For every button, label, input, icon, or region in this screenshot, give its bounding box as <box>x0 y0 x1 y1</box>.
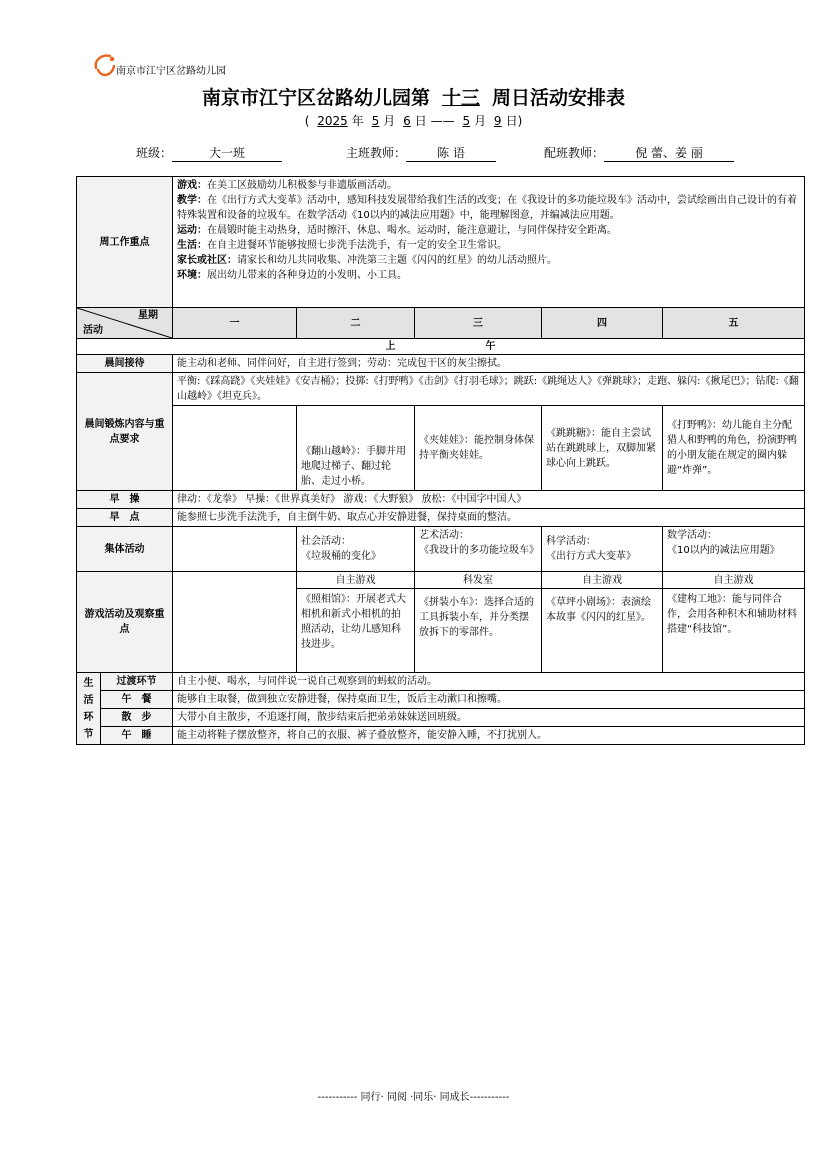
life-row-transition <box>77 673 805 691</box>
focus-item-game <box>177 178 800 193</box>
life-lunch-label: 午 餐 <box>101 691 173 709</box>
title-prefix: 南京市江宁区岔路幼儿园第 <box>201 87 430 109</box>
morning-banner-right: 午 <box>485 341 496 352</box>
morning-exercise-day-2: 《翻山越岭》：手脚并用地爬过梯子、翻过轮胎、走过小桥。 <box>297 406 415 491</box>
game-activity-title: 自主游戏 <box>297 573 414 589</box>
date-end-month: 5 <box>462 114 471 128</box>
game-activity-day-1 <box>173 572 297 673</box>
weekday-2: 二 <box>297 308 415 339</box>
focus-text: 在美工区鼓励幼儿积极参与非遗版画活动。 <box>207 180 397 191</box>
life-lunch-text: 能够自主取餐，做到独立安静进餐，保持桌面卫生，饭后主动漱口和擦嘴。 <box>173 691 805 709</box>
group-activity-day-1 <box>173 527 297 572</box>
class-label: 班级： <box>136 146 173 160</box>
weekday-1: 一 <box>173 308 297 339</box>
life-section-label-text: 生活环节 <box>83 677 94 740</box>
group-activity-text: 《我设计的多功能垃圾车》 <box>419 545 539 556</box>
game-activity-day-3 <box>415 572 542 673</box>
morning-reception-label: 晨间接待 <box>77 355 173 373</box>
life-row-nap <box>77 727 805 745</box>
life-walk-text: 大带小自主散步，不追逐打闹，散步结束后把弟弟妹妹送回班级。 <box>173 709 805 727</box>
focus-key: 家长或社区： <box>177 255 237 266</box>
morning-exercises-text: 律动：《龙拳》 早操：《世界真美好》 游戏：《大野狼》 放松：《中国字中国人》 <box>173 491 805 509</box>
life-row-walk <box>77 709 805 727</box>
footer-slogan: ----------- 同行· 同阅 ·同乐· 同成长----------- <box>317 1092 510 1103</box>
focus-text: 展出幼儿带来的各种身边的小发明、小工具。 <box>207 270 407 281</box>
date-close-paren: 日) <box>505 114 523 128</box>
assistant-teacher-value: 倪 蕾、姜 丽 <box>604 145 734 162</box>
group-activity-title: 社会活动： <box>301 536 351 547</box>
page-title <box>0 86 827 110</box>
group-activity-title: 艺术活动： <box>419 530 469 541</box>
life-walk-label: 散 步 <box>101 709 173 727</box>
weekday-3: 三 <box>415 308 542 339</box>
focus-item-family <box>177 253 800 268</box>
game-activity-text: 《拼装小车》：选择合适的工具拆装小车，并分类摆放拆下的零部件。 <box>419 597 534 638</box>
date-open-paren: ( <box>304 114 310 128</box>
date-start-month: 5 <box>371 114 380 128</box>
life-row-lunch <box>77 691 805 709</box>
weekday-5: 五 <box>663 308 805 339</box>
focus-item-sport <box>177 223 800 238</box>
morning-snack-label: 早 点 <box>77 509 173 527</box>
focus-text: 请家长和幼儿共同收集、冲洗第三主题《闪闪的红星》的幼儿活动照片。 <box>237 255 557 266</box>
date-range <box>0 113 827 129</box>
date-dash: —— <box>430 114 455 128</box>
group-activity-row <box>77 527 805 572</box>
focus-text: 在晨锻时能主动热身，适时擦汗、休息、喝水。运动时，能注意避让，与同伴保持安全距离。 <box>207 225 617 236</box>
group-activity-day-2 <box>297 527 415 572</box>
morning-banner <box>77 339 805 355</box>
focus-key: 运动： <box>177 225 207 236</box>
group-activity-text: 《10以内的减法应用题》 <box>667 545 780 556</box>
group-activity-title: 数学活动： <box>667 530 717 541</box>
game-activity-day-2 <box>297 572 415 673</box>
school-name: 南京市江宁区岔路幼儿园 <box>116 66 226 77</box>
focus-item-teaching <box>177 193 800 223</box>
school-logo-icon <box>92 52 118 80</box>
week-focus-content <box>173 177 805 308</box>
group-activity-text: 《出行方式大变革》 <box>546 551 636 562</box>
date-year-label: 年 <box>351 114 364 128</box>
morning-exercise-day-5: 《打野鸭》：幼儿能自主分配猎人和野鸭的角色，扮演野鸭的小朋友能在规定的圈内躲避“炸弹”。 <box>663 406 805 491</box>
title-suffix: 周日活动安排表 <box>492 87 626 109</box>
lead-teacher-label: 主班教师： <box>346 146 407 160</box>
morning-exercise-day-1 <box>173 406 297 491</box>
game-activity-text: 《草坪小剧场》：表演绘本故事《闪闪的红星》。 <box>546 597 651 623</box>
focus-key: 生活： <box>177 240 207 251</box>
week-number: 十三 <box>441 87 480 109</box>
group-activity-title: 科学活动： <box>546 536 596 547</box>
date-month-label-2: 月 <box>474 114 487 128</box>
game-activity-title: 科发室 <box>415 573 541 589</box>
focus-item-environment <box>177 268 800 283</box>
date-day-label: 日 <box>414 114 427 128</box>
week-focus-label: 周工作重点 <box>77 177 173 308</box>
lead-teacher-info <box>346 145 496 162</box>
corner-activity-label: 活动 <box>83 325 103 336</box>
group-activity-day-3 <box>415 527 542 572</box>
class-value: 大一班 <box>172 145 282 162</box>
focus-text: 在《出行方式大变革》活动中，感知科技发展带给我们生活的改变；在《我设计的多功能垃圾车》活动中，尝试绘画出自己设计的有着特殊装置和设备的垃圾车。在数学活动《10以内的减法应用题》中，能理解图意，并编减法应用题。 <box>177 195 797 221</box>
game-activity-label: 游戏活动及观察重点 <box>77 572 173 673</box>
morning-exercises-label: 早 操 <box>77 491 173 509</box>
assistant-teacher-info <box>544 145 734 162</box>
morning-exercise-label: 晨间锻炼内容与重点要求 <box>77 373 173 491</box>
game-activity-title: 自主游戏 <box>542 573 662 589</box>
group-activity-label: 集体活动 <box>77 527 173 572</box>
date-start-day: 6 <box>403 114 411 128</box>
lead-teacher-value: 陈 语 <box>406 145 496 162</box>
group-activity-day-4 <box>542 527 663 572</box>
weekday-corner-cell <box>77 308 173 339</box>
life-transition-label: 过渡环节 <box>101 673 173 691</box>
morning-banner-row <box>77 339 805 355</box>
date-end-day: 9 <box>493 114 502 128</box>
morning-exercise-common-row <box>77 373 805 406</box>
date-month-label: 月 <box>383 114 396 128</box>
weekday-4: 四 <box>542 308 663 339</box>
morning-snack-row <box>77 509 805 527</box>
game-activity-title: 自主游戏 <box>663 573 804 589</box>
morning-snack-text: 能参照七步洗手法洗手，自主倒牛奶、取点心并安静进餐，保持桌面的整洁。 <box>173 509 805 527</box>
morning-reception-row <box>77 355 805 373</box>
focus-key: 游戏： <box>177 180 207 191</box>
life-transition-text: 自主小便、喝水，与同伴说一说自己观察到的蚂蚁的活动。 <box>173 673 805 691</box>
morning-exercise-common: 平衡:《踩高跷》《夹娃娃》《安吉桶》；投掷:《打野鸭》《击剑》《打羽毛球》；跳跃:《跳绳达人》《弹跳球》；走跑、躲闪:《揪尾巴》；钻爬:《翻山越岭》《坦克兵》。 <box>173 373 805 406</box>
morning-exercise-days-row <box>77 406 805 491</box>
life-section-label <box>77 673 101 745</box>
game-activity-text: 《照相馆》：开展老式大相机和新式小相机的拍照活动，让幼儿感知科技进步。 <box>301 594 406 650</box>
date-year: 2025 <box>317 114 348 128</box>
game-activity-day-5 <box>663 572 805 673</box>
game-activity-day-4 <box>542 572 663 673</box>
game-activity-text: 《建构工地》：能与同伴合作，会用各种积木和辅助材料搭建“科技馆”。 <box>667 594 797 635</box>
life-nap-text: 能主动将鞋子摆放整齐，将自己的衣服、裤子叠放整齐，能安静入睡，不打扰别人。 <box>173 727 805 745</box>
weekly-plan-table <box>76 176 805 745</box>
group-activity-day-5 <box>663 527 805 572</box>
morning-exercise-day-3: 《夹娃娃》：能控制身体保持平衡夹娃娃。 <box>415 406 542 491</box>
assistant-teacher-label: 配班教师： <box>544 146 605 160</box>
focus-key: 教学： <box>177 195 207 206</box>
group-activity-text: 《垃圾桶的变化》 <box>301 551 381 562</box>
morning-banner-left: 上 <box>385 341 396 352</box>
game-activity-row <box>77 572 805 673</box>
focus-item-life <box>177 238 800 253</box>
morning-exercise-day-4: 《跳跳糖》：能自主尝试站在跳跳球上，双脚加紧球心向上跳跃。 <box>542 406 663 491</box>
morning-reception-text: 能主动和老师、同伴问好，自主进行签到；劳动：完成包干区的灰尘擦拭。 <box>173 355 805 373</box>
morning-exercises-row <box>77 491 805 509</box>
focus-text: 在自主进餐环节能够按照七步洗手法洗手，有一定的安全卫生常识。 <box>207 240 507 251</box>
focus-key: 环境： <box>177 270 207 281</box>
life-nap-label: 午 睡 <box>101 727 173 745</box>
weekday-header-row <box>77 308 805 339</box>
class-info <box>136 145 282 162</box>
week-focus-row <box>77 177 805 308</box>
corner-weekday-label: 星期 <box>138 310 158 321</box>
